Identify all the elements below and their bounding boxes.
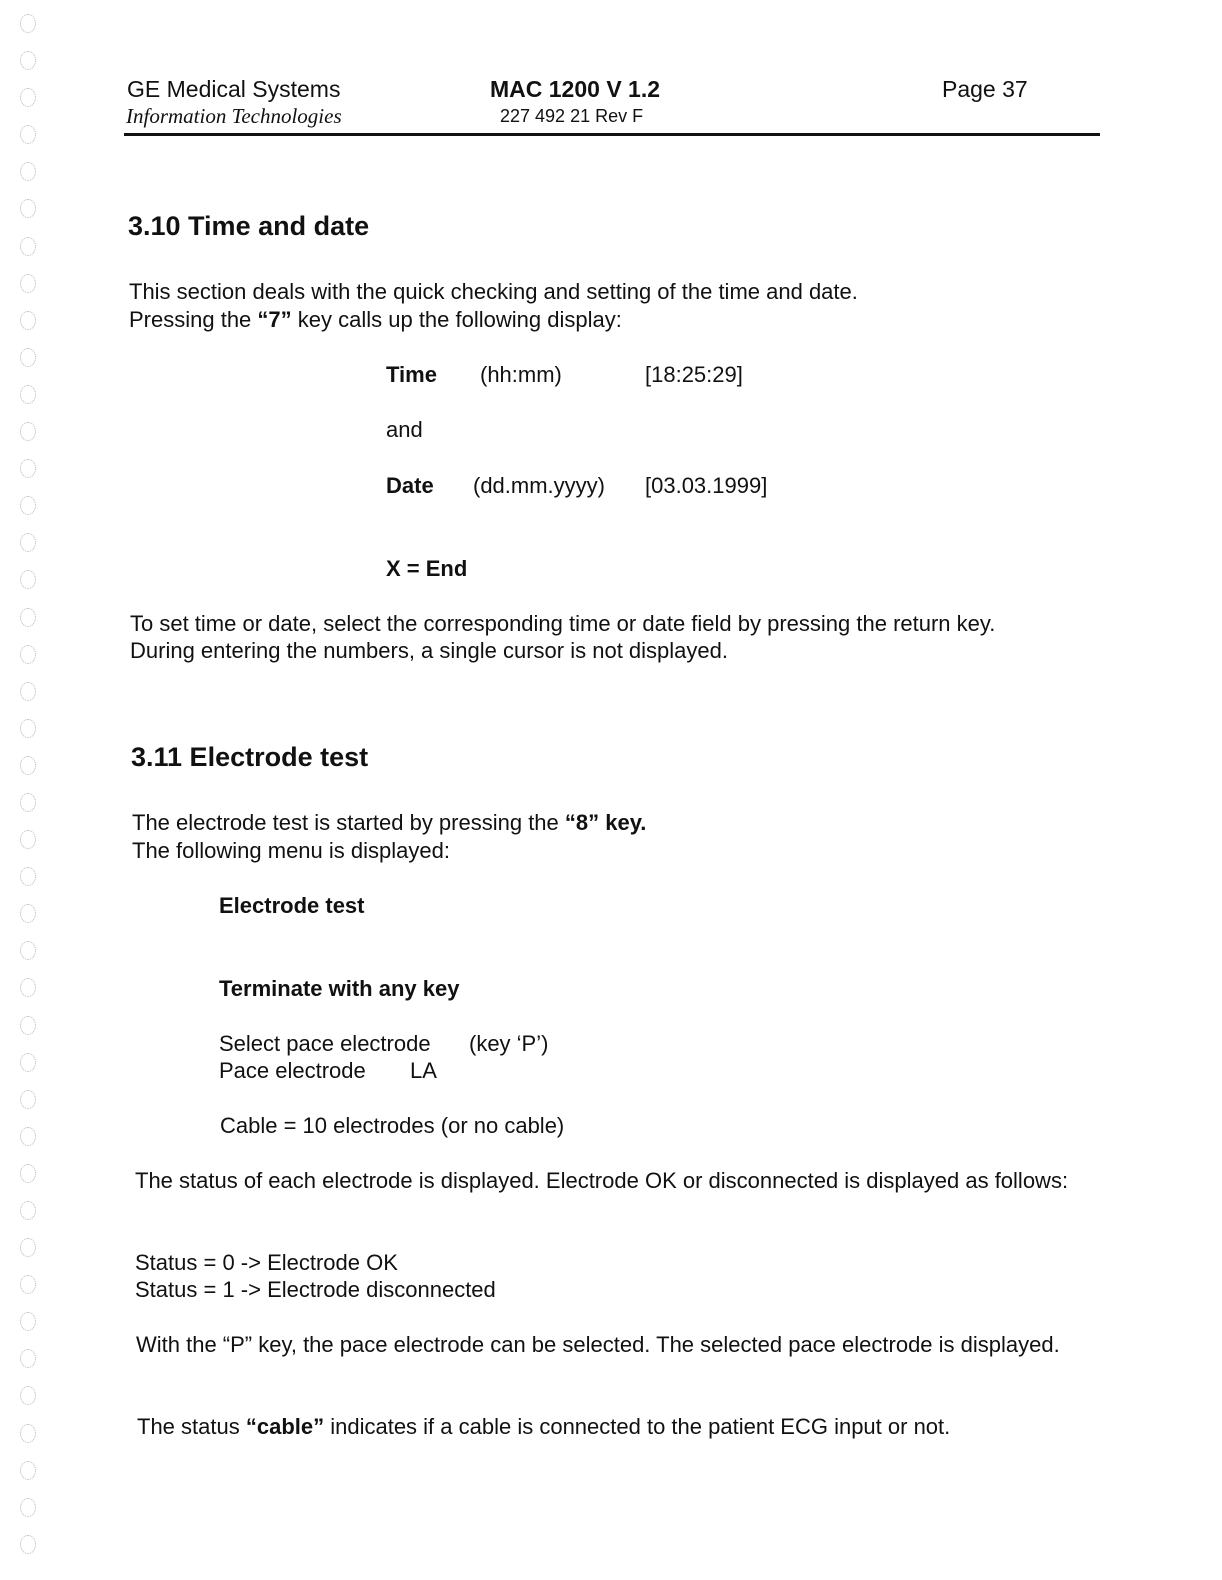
binder-hole — [20, 1127, 36, 1146]
cable-status-text: indicates if a cable is connected to the patient ECG input or not. — [324, 1414, 951, 1439]
binder-hole — [20, 162, 36, 181]
header-product: MAC 1200 V 1.2 — [490, 76, 661, 102]
binder-hole — [20, 1201, 36, 1220]
binder-hole — [20, 645, 36, 664]
binder-hole — [20, 830, 36, 849]
menu-title: Electrode test — [219, 893, 365, 918]
time-date-intro-line1: This section deals with the quick checking and setting of the time and date. — [129, 279, 858, 304]
header-company: GE Medical Systems — [127, 76, 341, 102]
cable-status-paragraph — [137, 1413, 950, 1441]
intro-text: key calls up the following display: — [291, 307, 622, 332]
binder-hole — [20, 1053, 36, 1072]
binder-hole — [20, 1090, 36, 1109]
p-key-paragraph: With the “P” key, the pace electrode can be selected. The selected pace electrode is displayed. — [136, 1332, 1060, 1357]
and-text: and — [386, 417, 423, 442]
pace-electrode-label: Pace electrode — [219, 1058, 366, 1083]
binder-hole — [20, 1312, 36, 1331]
status-paragraph: The status of each electrode is displayed. Electrode OK or disconnected is displayed as follows: — [135, 1168, 1069, 1193]
time-date-instruction-line1: To set time or date, select the corresponding time or date field by pressing the return key. — [130, 611, 996, 636]
cable-status-text: The status — [137, 1414, 246, 1439]
time-format: (hh:mm) — [480, 362, 562, 387]
cable-keyword: “cable” — [245, 1414, 325, 1439]
binder-hole — [20, 311, 36, 330]
binder-hole — [20, 978, 36, 997]
binder-hole — [20, 1238, 36, 1257]
binder-hole — [20, 496, 36, 515]
menu-terminate: Terminate with any key — [219, 976, 460, 1001]
status-1-line: Status = 1 -> Electrode disconnected — [135, 1277, 496, 1302]
binder-hole — [20, 237, 36, 256]
header-page-number: Page 37 — [942, 76, 1028, 102]
binder-hole — [20, 199, 36, 218]
date-format: (dd.mm.yyyy) — [473, 473, 605, 498]
cable-text: Cable = 10 electrodes (or no cable) — [220, 1113, 565, 1138]
binder-hole — [20, 1461, 36, 1480]
intro-text: Pressing the — [129, 307, 258, 332]
binder-hole — [20, 1424, 36, 1443]
time-label: Time — [386, 362, 437, 387]
section-title-time-date: 3.10 Time and date — [128, 211, 370, 241]
end-key-text: X = End — [386, 556, 468, 581]
binder-hole — [20, 422, 36, 441]
binder-hole — [20, 1016, 36, 1035]
binder-hole — [20, 904, 36, 923]
binder-hole — [20, 1349, 36, 1368]
binder-hole — [20, 793, 36, 812]
binder-hole — [20, 51, 36, 70]
select-pace-key: (key ‘P’) — [469, 1031, 549, 1056]
key-8: “8” key. — [564, 810, 647, 835]
section-title-electrode-test: 3.11 Electrode test — [131, 742, 369, 772]
binder-hole — [20, 348, 36, 367]
binder-hole — [20, 1535, 36, 1554]
binder-hole — [20, 533, 36, 552]
binder-hole — [20, 1275, 36, 1294]
intro-text: The electrode test is started by pressing the — [132, 810, 565, 835]
date-value: [03.03.1999] — [645, 473, 768, 498]
binder-hole — [20, 941, 36, 960]
binder-hole — [20, 88, 36, 107]
binder-hole — [20, 14, 36, 33]
header-rule — [124, 133, 1100, 136]
binder-hole — [20, 1498, 36, 1517]
binder-hole — [20, 867, 36, 886]
date-label: Date — [386, 473, 434, 498]
binder-hole — [20, 274, 36, 293]
binder-hole — [20, 682, 36, 701]
binder-hole — [20, 719, 36, 738]
binder-hole — [20, 125, 36, 144]
binder-hole — [20, 756, 36, 775]
time-date-intro-line2 — [129, 306, 622, 334]
time-date-instruction-line2: During entering the numbers, a single cursor is not displayed. — [130, 638, 728, 663]
header-doc-number: 227 492 21 Rev F — [500, 106, 644, 126]
status-0-line: Status = 0 -> Electrode OK — [135, 1250, 398, 1275]
header-department: Information Technologies — [126, 104, 342, 128]
binder-holes — [12, 14, 52, 1554]
pace-electrode-value: LA — [410, 1058, 437, 1083]
binder-hole — [20, 608, 36, 627]
electrode-intro-line2: The following menu is displayed: — [132, 838, 450, 863]
time-value: [18:25:29] — [645, 362, 743, 387]
binder-hole — [20, 1386, 36, 1405]
binder-hole — [20, 459, 36, 478]
binder-hole — [20, 1164, 36, 1183]
select-pace-label: Select pace electrode — [219, 1031, 431, 1056]
key-7: “7” — [257, 307, 292, 332]
electrode-intro-line1 — [132, 809, 646, 837]
binder-hole — [20, 385, 36, 404]
binder-hole — [20, 570, 36, 589]
